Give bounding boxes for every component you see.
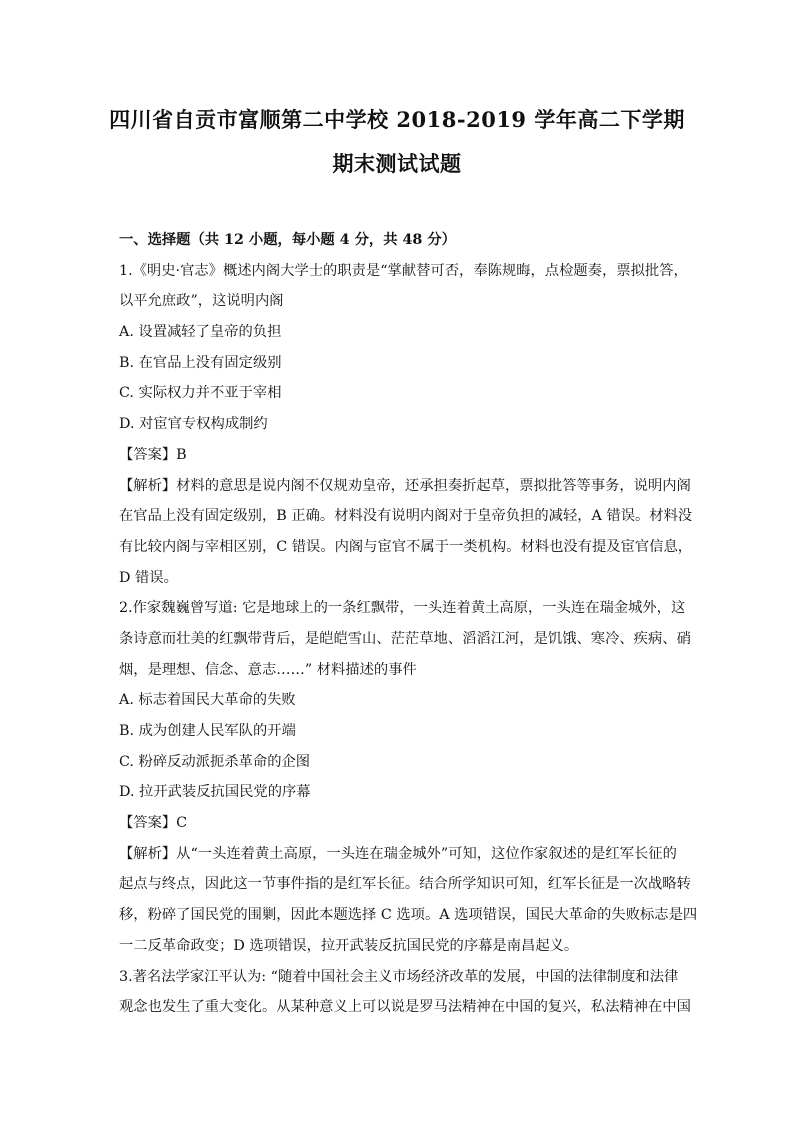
q2-option-b: B. 成为创建人民军队的开端: [119, 723, 296, 739]
document-body: [119, 225, 698, 1023]
q1-option-b: B. 在官品上没有固定级别: [119, 354, 282, 371]
q1-option-a: A. 设置减轻了皇帝的负担: [119, 324, 282, 341]
q2-option-a: A. 标志着国民大革命的失败: [119, 692, 296, 709]
q2-option-c: C. 粉碎反动派扼杀革命的企图: [119, 753, 311, 770]
q2-analysis-line-3: 移，粉碎了国民党的围剿，因此本题选择 C 选项。A 选项错误，国民大革命的失败标志是四: [119, 907, 698, 924]
q2-stem-line-2: 条诗意而壮美的红飘带背后，是皑皑雪山、茫茫草地、滔滔江河，是饥饿、寒冷、疾病、硝: [119, 630, 691, 647]
document-title-line-1: 四川省自贡市富顺第二中学校 2018-2019 学年高二下学期: [109, 107, 685, 132]
q1-analysis-line-3: 有比较内阁与宰相区别，C 错误。内阁与宦官不属于一类机构。材料也没有提及宦官信息，: [119, 538, 693, 555]
q1-analysis-line-2: 在官品上没有固定级别，B 正确。材料没有说明内阁对于皇帝负担的减轻，A 错误。材料没: [119, 508, 693, 525]
q1-stem-line-1: 1.《明史·官志》概述内阁大学士的职责是“掌献替可否，奉陈规晦，点检题奏，票拟批答，: [119, 262, 688, 279]
q2-stem-line-3: 烟，是理想、信念、意志……” 材料描述的事件: [119, 661, 417, 678]
q1-option-c: C. 实际权力并不亚于宰相: [119, 385, 282, 402]
q1-answer: 【答案】B: [119, 446, 187, 463]
q2-answer: 【答案】C: [119, 815, 188, 832]
section-heading: 一、选择题（共 12 小题，每小题 4 分，共 48 分）: [119, 232, 456, 248]
q1-analysis-line-1: 【解析】材料的意思是说内阁不仅规劝皇帝，还承担奏折起草，票拟批答等事务，说明内阁: [119, 477, 691, 494]
q3-stem-line-2: 观念也发生了重大变化。从某种意义上可以说是罗马法精神在中国的复兴，私法精神在中国: [119, 999, 691, 1016]
q2-analysis-line-1: 【解析】从“一头连着黄土高原，一头连在瑞金城外”可知，这位作家叙述的是红军长征的: [119, 845, 677, 862]
q1-analysis-line-4: D 错误。: [119, 569, 178, 586]
q3-stem-line-1: 3.著名法学家江平认为: “随着中国社会主义市场经济改革的发展，中国的法律制度和法律: [119, 968, 679, 985]
document-title-line-2: 期末测试试题: [332, 151, 462, 176]
q2-analysis-line-4: 一二反革命政变；D 选项错误，拉开武装反抗国民党的序幕是南昌起义。: [119, 937, 579, 954]
q1-option-d: D. 对宦官专权构成制约: [119, 416, 268, 433]
q1-stem-line-2: 以平允庶政”，这说明内阁: [119, 293, 284, 310]
q2-option-d: D. 拉开武装反抗国民党的序幕: [119, 784, 311, 801]
q2-stem-line-1: 2.作家魏巍曾写道: 它是地球上的一条红飘带，一头连着黄土高原，一头连在瑞金城外，这: [119, 600, 686, 617]
q2-analysis-line-2: 起点与终点，因此这一节事件指的是红军长征。结合所学知识可知，红军长征是一次战略转: [119, 876, 691, 893]
